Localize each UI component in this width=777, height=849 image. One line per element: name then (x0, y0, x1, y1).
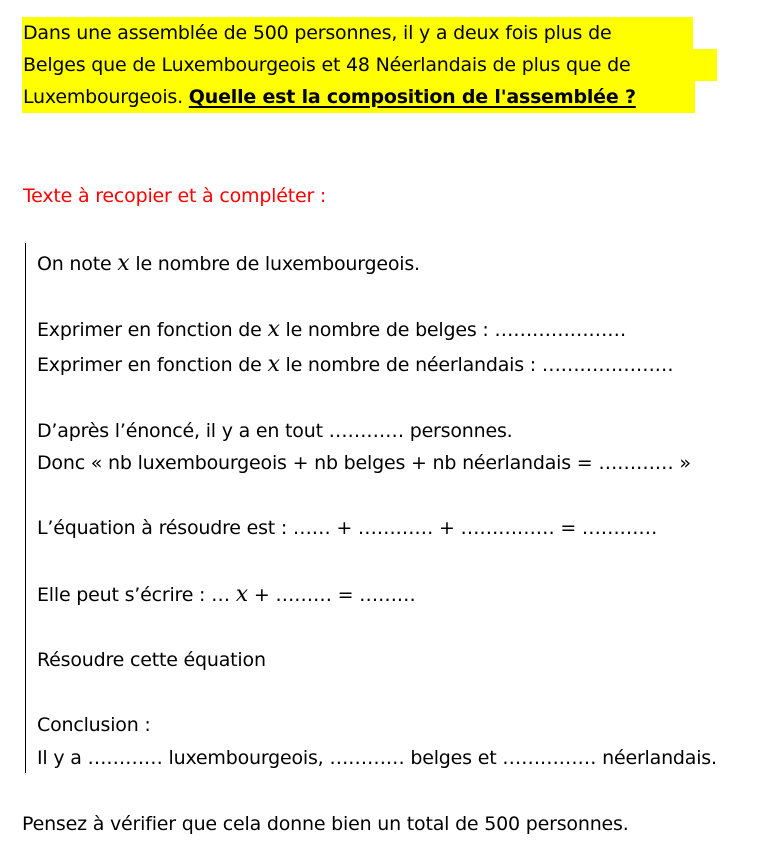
exercise-left-border (25, 243, 26, 773)
variable-x: x (235, 582, 248, 607)
exercise-belges-line (37, 318, 626, 342)
belges-after: le nombre de belges : ………………… (285, 319, 627, 341)
note-before: On note (37, 253, 112, 275)
exercise-conclusion-label: Conclusion : (37, 714, 151, 736)
exercise-conclusion-text: Il y a ………… luxembourgeois, ………… belges et …………… néerlandais. (37, 747, 717, 769)
ecrire-after: + ……… = ……… (253, 584, 416, 606)
neer-after: le nombre de néerlandais : ………………… (285, 354, 674, 376)
exercise-ecrire-line (37, 583, 416, 607)
exercise-total-line: D’après l’énoncé, il y a en tout ………… personnes. (37, 420, 513, 442)
neer-before: Exprimer en fonction de (37, 354, 262, 376)
problem-line-1-text: Dans une assemblée de 500 personnes, il y a deux fois plus de (23, 22, 612, 44)
problem-line-2-text: Belges que de Luxembourgeois et 48 Néerlandais de plus que de (23, 54, 631, 76)
problem-line-3 (22, 81, 695, 113)
problem-question: Quelle est la composition de l'assemblée ? (188, 86, 636, 108)
note-after: le nombre de luxembourgeois. (135, 253, 420, 275)
problem-line-2 (22, 49, 717, 81)
problem-line-1 (22, 17, 693, 49)
exercise-equation-line: L’équation à résoudre est : …… + ………… + …………… = ………… (37, 517, 658, 539)
footer-check: Pensez à vérifier que cela donne bien un total de 500 personnes. (22, 813, 629, 835)
instruction-label: Texte à recopier et à compléter : (23, 185, 327, 207)
exercise-note-line (37, 252, 420, 276)
variable-x: x (267, 317, 280, 342)
belges-before: Exprimer en fonction de (37, 319, 262, 341)
exercise-resoudre-line: Résoudre cette équation (37, 649, 266, 671)
problem-line-3-text: Luxembourgeois. (23, 86, 183, 108)
ecrire-before: Elle peut s’écrire : … (37, 584, 230, 606)
exercise-donc-line: Donc « nb luxembourgeois + nb belges + nb néerlandais = ………… » (37, 452, 691, 474)
variable-x: x (117, 251, 130, 276)
variable-x: x (267, 352, 280, 377)
exercise-neerlandais-line (37, 353, 673, 377)
